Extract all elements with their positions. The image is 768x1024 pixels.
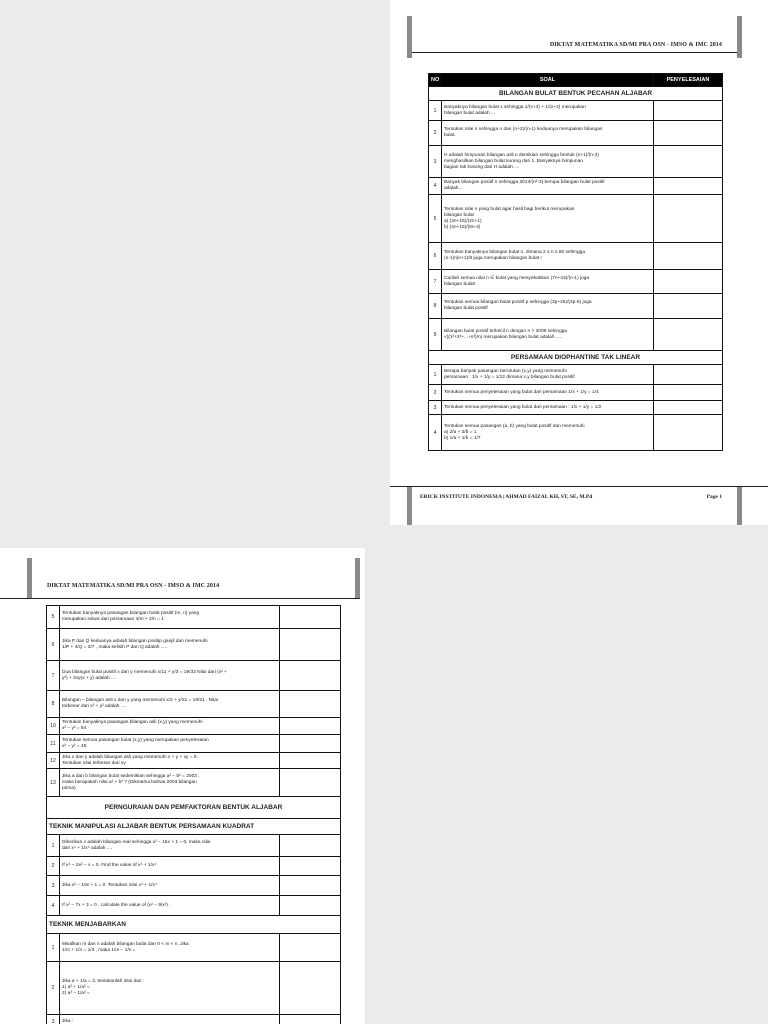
answer-cell	[280, 629, 341, 661]
table-row: 5 Tentukan banyaknya pasangan bilangan bulat positif (m, n) yang merupakan solusi dari persamaan 4/m + 2/n = 1	[47, 606, 341, 629]
question-text: Diberikan x adalah bilangan real sehingga x² − 15x + 1 = 0, maka nilai dari x⁴ + 1/x⁴ adalah ....	[60, 835, 280, 857]
question-text: Jika x² − 10x + 1 = 0. Tentukan nilai x⁴ + 1/x⁴	[60, 876, 280, 896]
answer-cell	[280, 753, 341, 769]
question-text: Bilangan bulat positif terkecil n dengan n > 2009 sehingga √((1³+2³+...+n³)/n) merupakan bilangan bulat adalah .....	[442, 319, 654, 351]
answer-cell	[280, 718, 341, 735]
subsection-heading: TEKNIK MENJABARKAN	[47, 916, 341, 934]
answer-cell	[654, 121, 723, 146]
footer-rule	[390, 486, 768, 487]
question-text: Carilah semua nilai n ∈ bulat yang menyebabkan (7n+43)/(n-1) juga bilangan bulat!	[442, 270, 654, 294]
table-row: 8 Bilangan – bilangan asli x dan y yang memenuhi x/3 + y/21 = 19/21 . Nilai terbesar dari x² + y² adalah ....	[47, 691, 341, 718]
section-heading: PERNGURAIAN DAN PEMFAKTORAN BENTUK ALJABAR	[47, 797, 341, 819]
header-accent-bar-right	[737, 16, 742, 58]
answer-cell	[280, 691, 341, 718]
table-row: 5 Tentukan nilai n yang bulat agar hasil bagi berikut merupakan bilangan bulat a) (3n+15)/(2n+1) b) (4n+15)/(6n-4)	[429, 195, 723, 243]
header-accent-bar-right	[355, 558, 360, 599]
col-header-penyelesaian: PENYELESAIAN	[654, 74, 723, 87]
question-text: Tentukan semua pasangan (a, b) yang bulat positif dan memenuhi a) 2/a + 3/b = 1 b) 1/a + 1/b = 1/7	[442, 415, 654, 451]
table-row: 1 Diberikan x adalah bilangan real sehingga x² − 15x + 1 = 0, maka nilai dari x⁴ + 1/x⁴ adalah ....	[47, 835, 341, 857]
answer-cell	[280, 857, 341, 876]
answer-cell	[654, 365, 723, 385]
section-heading: PERSAMAAN DIOPHANTINE TAK LINEAR	[429, 351, 723, 365]
question-text: If x² − 7x + 3 = 0 , calculate the value of (x² − 9/x²) .	[60, 896, 280, 916]
answer-cell	[280, 769, 341, 797]
table-row: 10 Tentukan banyaknya pasangan bilangan asli (x,y) yang memenuhi x² − y² = 64	[47, 718, 341, 735]
table-header-row	[429, 74, 723, 87]
question-text: Bilangan – bilangan asli x dan y yang memenuhi x/3 + y/21 = 19/21 . Nilai terbesar dari x² + y² adalah ....	[60, 691, 280, 718]
section-heading: BILANGAN BULAT BENTUK PECAHAN ALJABAR	[429, 87, 723, 101]
header-title: DIKTAT MATEMATIKA SD/MI PRA OSN - IMSO & IMC 2014	[47, 583, 220, 589]
table-row: 2 Jika a + 1/a = 3, tentukanlah nilai dari : 1) a³ + 1/a³ = 2) a³ − 1/a³ =	[47, 962, 341, 1015]
answer-cell	[280, 876, 341, 896]
question-text: Berapa banyak pasangan berurutan (x,y) yang memenuhi persamaan : 1/x + 1/y = 1/12 dimana x,y bilangan bulat positif	[442, 365, 654, 385]
question-text: Misalkan m dan n adalah bilangan bulat dan 0 < m < n. Jika 1/m + 1/n = 1/3 , maka 1/m − 1/n =	[60, 934, 280, 962]
subsection-heading: TEKNIK MANIPULASI ALJABAR BENTUK PERSAMAAN KUADRAT	[47, 819, 341, 835]
table-row: 3 H adalah himpunan bilangan asli n demikian sehingga bentuk (n+1)/(n-3) menghasilkan bilangan bulat kurang dari 1. Banyaknya himpunan bagian tak kosong dari H adalah ....	[429, 146, 723, 178]
question-text: Jika a + 1/a = 3, tentukanlah nilai dari : 1) a³ + 1/a³ = 2) a³ − 1/a³ =	[60, 962, 280, 1015]
table-row: 12 Jika x dan y adalah bilangan asli yang memenuhi x + y + xy = 9. Tentukan nilai terbesar dari xy	[47, 753, 341, 769]
table-row: 3 Jika :	[47, 1015, 341, 1024]
table-row: 9 Bilangan bulat positif terkecil n dengan n > 2009 sehingga √((1³+2³+...+n³)/n) merupakan bilangan bulat adalah .....	[429, 319, 723, 351]
answer-cell	[280, 606, 341, 629]
table-row: 6 Jika P dan Q keduanya adalah bilangan positip ganjil dan memenuhi 1/P + 4/Q = 3/7 , maka selisih P dan Q adalah .....	[47, 629, 341, 661]
question-text: If x⁴ − 2x² − x = 0. Find the value of x⁴ + 1/x⁴	[60, 857, 280, 876]
footer-accent-bar-right	[737, 487, 742, 525]
table-row: 2 If x⁴ − 2x² − x = 0. Find the value of x⁴ + 1/x⁴	[47, 857, 341, 876]
question-text: H adalah himpunan bilangan asli n demikian sehingga bentuk (n+1)/(n-3) menghasilkan bilangan bulat kurang dari 1. Banyaknya himpunan bagian tak kosong dari H adalah ....	[442, 146, 654, 178]
answer-cell	[280, 835, 341, 857]
answer-cell	[280, 1015, 341, 1024]
answer-cell	[654, 146, 723, 178]
col-header-no: NO	[429, 74, 442, 87]
table-row: 1 Misalkan m dan n adalah bilangan bulat dan 0 < m < n. Jika 1/m + 1/n = 1/3 , maka 1/m − 1/n =	[47, 934, 341, 962]
question-text: Jika a dan b bilangan bulat sedemikian sehingga a² − b² = 2003 , maka berapakah nilai a² + b² ? (Diketahui bahwa 2003 bilangan prima)	[60, 769, 280, 797]
answer-cell	[280, 735, 341, 753]
header-rule	[0, 598, 360, 599]
header-rule	[412, 52, 737, 53]
footer-author: ERICK INSTITUTE INDONESIA | AHMAD FAIZAL KH, ST, SE, M.Pd	[420, 494, 593, 500]
table-row: 3 Jika x² − 10x + 1 = 0. Tentukan nilai x⁴ + 1/x⁴	[47, 876, 341, 896]
table-row: 4 Banyak bilangan positif n sehingga 2013/(n²-3) berupa bilangan bulat positif adalah...	[429, 178, 723, 195]
table-row: 2 Tentukan semua penyelesaian yang bulat dari persamaan 1/x + 1/y = 1/4	[429, 385, 723, 401]
question-text: Tentukan banyaknya pasangan bilangan bulat positif (m, n) yang merupakan solusi dari persamaan 4/m + 2/n = 1	[60, 606, 280, 629]
answer-cell	[280, 962, 341, 1015]
question-text: Tentukan semua bilangan bulat positif p sehingga (3p+25)/(2p-5) juga bilangan bulat positif	[442, 294, 654, 319]
footer-accent-bar-left	[407, 487, 412, 525]
header-title: DIKTAT MATEMATIKA SD/MI PRA OSN - IMSO & IMC 2014	[549, 42, 722, 48]
document-page-2	[0, 548, 365, 1024]
col-header-soal: SOAL	[442, 74, 654, 87]
answer-cell	[654, 195, 723, 243]
table-row: 8 Tentukan semua bilangan bulat positif p sehingga (3p+25)/(2p-5) juga bilangan bulat positif	[429, 294, 723, 319]
answer-cell	[654, 385, 723, 401]
page-number: Page 1	[706, 494, 722, 500]
answer-cell	[654, 401, 723, 415]
question-table-page-1	[428, 73, 723, 451]
table-row: 13 Jika a dan b bilangan bulat sedemikian sehingga a² − b² = 2003 , maka berapakah nilai a² + b² ? (Diketahui bahwa 2003 bilangan prima)	[47, 769, 341, 797]
answer-cell	[280, 934, 341, 962]
question-text: Tentukan semua penyelesaian yang bulat dari persamaan 1/x + 1/y = 1/4	[442, 385, 654, 401]
answer-cell	[654, 294, 723, 319]
question-text: Banyak bilangan positif n sehingga 2013/(n²-3) berupa bilangan bulat positif adalah...	[442, 178, 654, 195]
question-text: Tentukan nilai n sehingga n dan (n+2)/(n-1) keduanya merupakan bilangan bulat.	[442, 121, 654, 146]
question-text: Tentukan banyaknya pasangan bilangan asli (x,y) yang memenuhi x² − y² = 64	[60, 718, 280, 735]
table-row: 11 Tentukan semua pasangan bulat (x,y) yang merupakan penyelesaian x² − y² = 45	[47, 735, 341, 753]
answer-cell	[654, 101, 723, 121]
table-row: 4 If x² − 7x + 3 = 0 , calculate the value of (x² − 9/x²) .	[47, 896, 341, 916]
document-page-1	[390, 0, 768, 525]
question-text: Jika P dan Q keduanya adalah bilangan positip ganjil dan memenuhi 1/P + 4/Q = 3/7 , maka selisih P dan Q adalah .....	[60, 629, 280, 661]
table-row: 7 Dua bilangan bulat positif x dan y memenuhi x/11 + y/3 = 19/33 Nilai dari (x² + y²) + 3xy(x + y) adalah ....	[47, 661, 341, 691]
answer-cell	[654, 243, 723, 270]
question-table-page-2	[46, 605, 341, 1024]
answer-cell	[654, 415, 723, 451]
question-text: Jika :	[60, 1015, 280, 1024]
answer-cell	[280, 661, 341, 691]
table-row: 1 Berapa banyak pasangan berurutan (x,y) yang memenuhi persamaan : 1/x + 1/y = 1/12 dimana x,y bilangan bulat positif	[429, 365, 723, 385]
question-text: Tentukan banyaknya bilangan bulat n, dimana 2 ≤ n ≤ 80 sehingga (n-1)n(n+1)/8 juga merupakan bilangan bulat !	[442, 243, 654, 270]
table-row: 4 Tentukan semua pasangan (a, b) yang bulat positif dan memenuhi a) 2/a + 3/b = 1 b) 1/a + 1/b = 1/7	[429, 415, 723, 451]
answer-cell	[280, 896, 341, 916]
answer-cell	[654, 319, 723, 351]
table-row: 6 Tentukan banyaknya bilangan bulat n, dimana 2 ≤ n ≤ 80 sehingga (n-1)n(n+1)/8 juga merupakan bilangan bulat !	[429, 243, 723, 270]
table-row: 3 Tentukan semua penyelesaian yang bulat dari persamaan : 1/x + 1/y = 1/2	[429, 401, 723, 415]
question-text: Tentukan semua pasangan bulat (x,y) yang merupakan penyelesaian x² − y² = 45	[60, 735, 280, 753]
answer-cell	[654, 270, 723, 294]
table-row: 1 Banyaknya bilangan bulat x sehingga 1/(x+4) + 1/(x+2) merupakan bilangan bulat adalah ...	[429, 101, 723, 121]
question-text: Tentukan semua penyelesaian yang bulat dari persamaan : 1/x + 1/y = 1/2	[442, 401, 654, 415]
question-text: Banyaknya bilangan bulat x sehingga 1/(x+4) + 1/(x+2) merupakan bilangan bulat adalah ...	[442, 101, 654, 121]
question-text: Dua bilangan bulat positif x dan y memenuhi x/11 + y/3 = 19/33 Nilai dari (x² + y²) + 3xy(x + y) adalah ....	[60, 661, 280, 691]
answer-cell	[654, 178, 723, 195]
table-row: 2 Tentukan nilai n sehingga n dan (n+2)/(n-1) keduanya merupakan bilangan bulat.	[429, 121, 723, 146]
header-accent-bar-left	[27, 558, 32, 599]
question-text: Jika x dan y adalah bilangan asli yang memenuhi x + y + xy = 9. Tentukan nilai terbesar dari xy	[60, 753, 280, 769]
question-text: Tentukan nilai n yang bulat agar hasil bagi berikut merupakan bilangan bulat a) (3n+15)/(2n+1) b) (4n+15)/(6n-4)	[442, 195, 654, 243]
table-row: 7 Carilah semua nilai n ∈ bulat yang menyebabkan (7n+43)/(n-1) juga bilangan bulat!	[429, 270, 723, 294]
